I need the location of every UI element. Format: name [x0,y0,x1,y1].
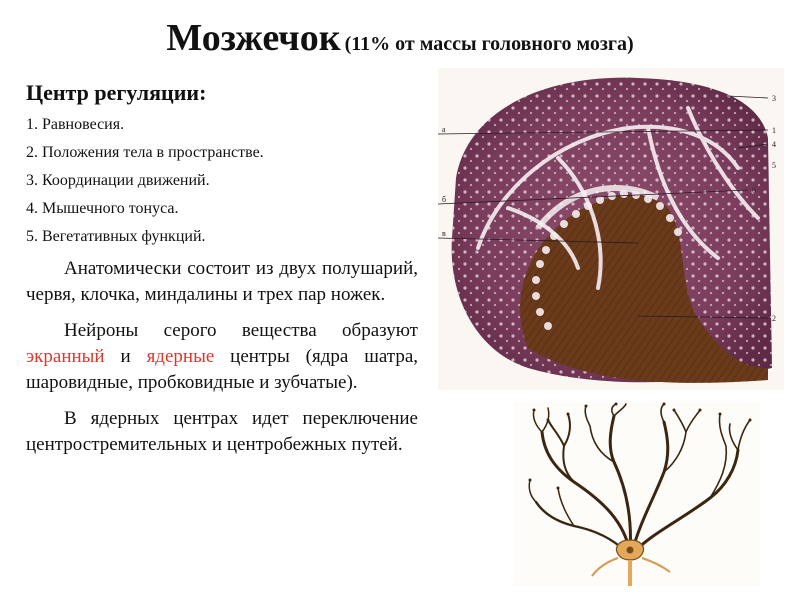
term-nuclear: ядерные [146,346,215,367]
figure-label: 4 [772,140,776,149]
paragraph-neurons-text: Нейроны серого вещества образуют [64,320,418,341]
list-item: 2. Положения тела в пространстве. [26,144,264,161]
title-main: Мозжечок [166,17,341,59]
paragraph-neurons [26,318,418,396]
text-column [26,80,418,458]
neuron-drawing [514,402,760,586]
paragraph-neurons-text: и [104,346,147,367]
term-screen: экранный [26,346,105,367]
figure-label: в [442,229,446,238]
list-item: 5. Вегетативных функций. [26,228,206,245]
figure-label: а [442,125,446,134]
figure-label: 3 [772,94,776,103]
paragraph-neurons-text: центры (ядра шатра, шаровидные, пробковидные и зубчатые). [26,346,418,393]
section-heading: Центр регуляции: [26,80,207,105]
paragraph-pathways: В ядерных центрах идет переключение центростремительных и центробежных путей. [26,408,418,455]
cerebellum-section-image [438,68,784,390]
figure-label: б [442,195,447,204]
figure-label: 6 [752,186,756,195]
list-item: 3. Координации движений. [26,172,210,189]
cerebellum-section-drawing [438,68,784,390]
figure-label: 5 [772,161,776,170]
figure-label: 2 [772,314,776,323]
list-item: 1. Равновесия. [26,116,125,133]
slide-title [0,16,800,60]
paragraph-anatomy: Анатомически состоит из двух полушарий, червя, клочка, миндалины и трех пар ножек. [26,258,418,305]
title-subtitle: (11% от массы головного мозга) [344,33,634,55]
figure-label: 1 [772,126,776,135]
function-list [26,116,418,246]
purkinje-neuron-image [514,402,760,586]
list-item: 4. Мышечного тонуса. [26,200,179,217]
